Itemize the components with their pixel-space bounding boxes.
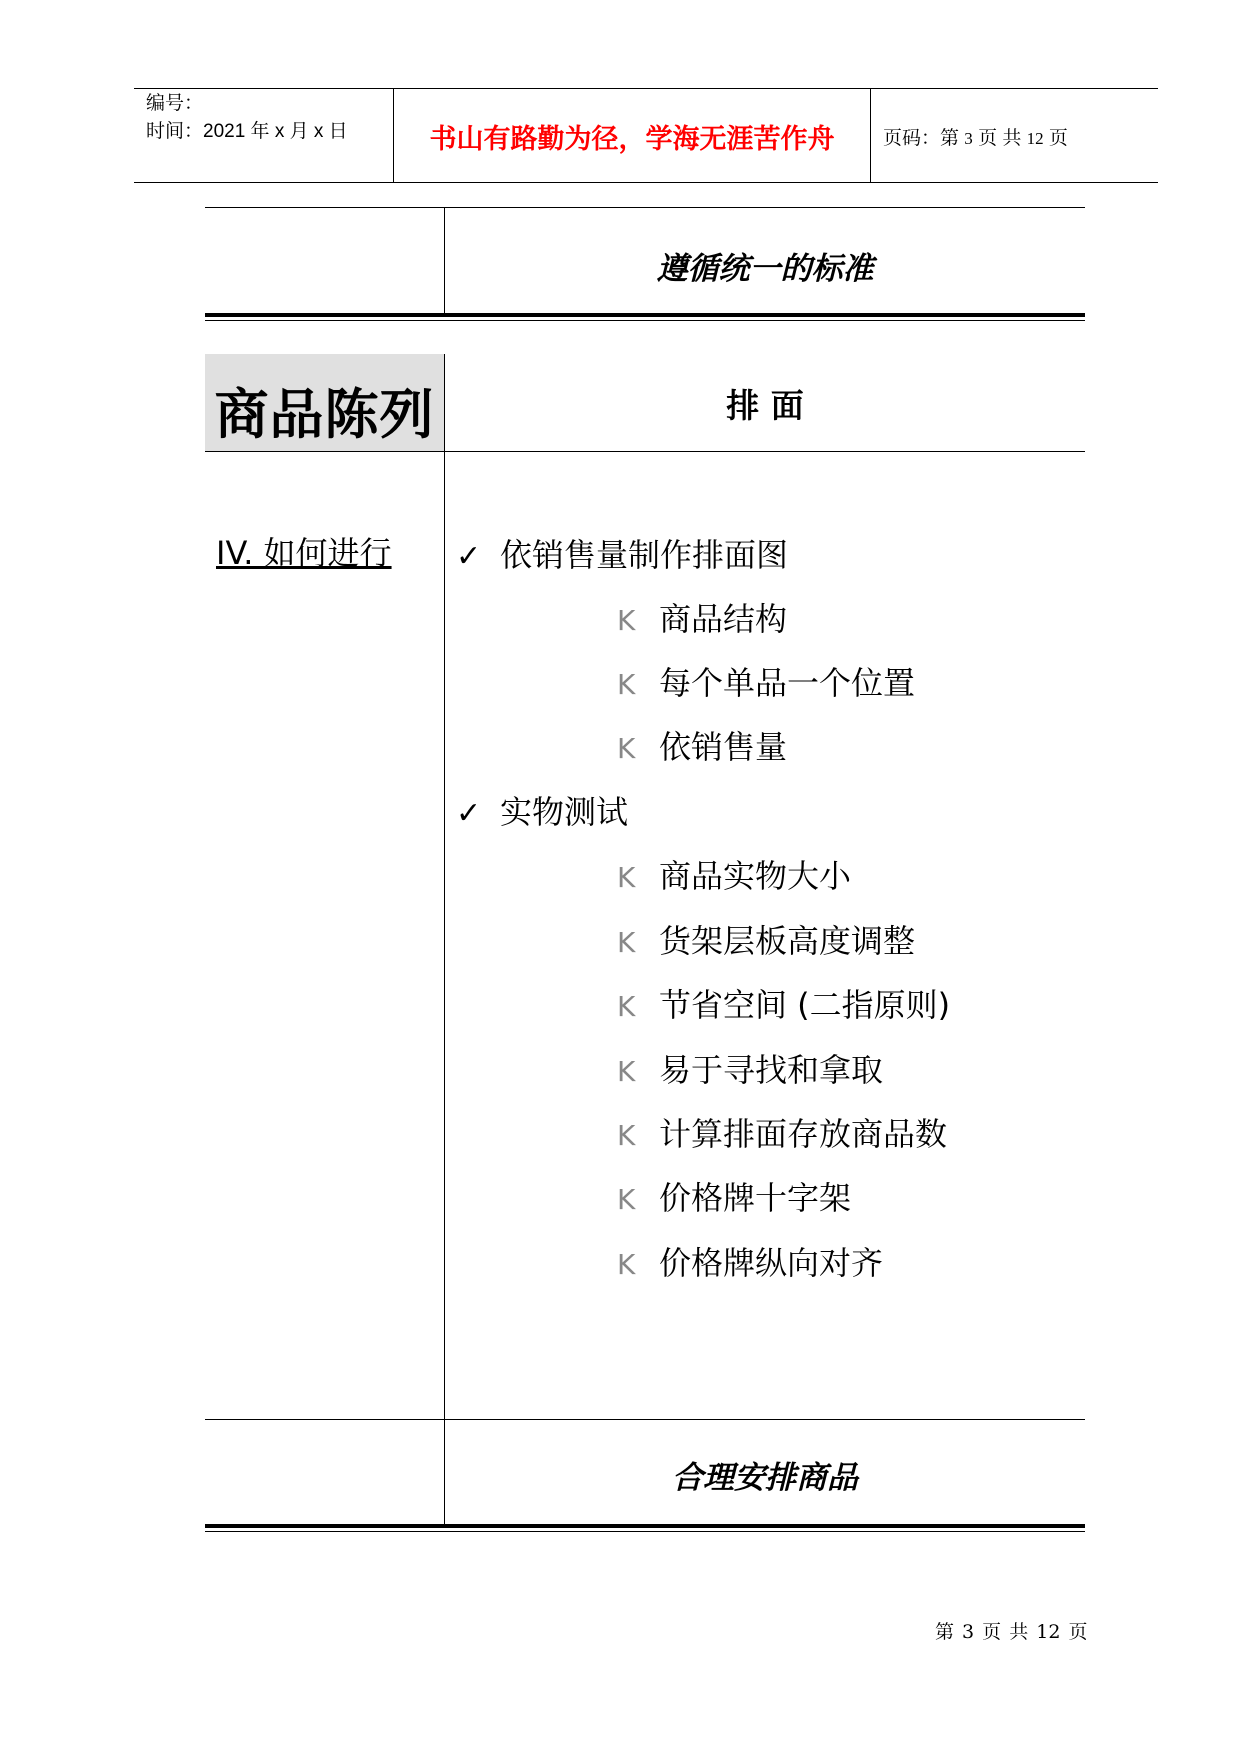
list-item-level2	[617, 1045, 883, 1091]
document-number-label: 编号：	[146, 93, 204, 114]
list-item-level2	[617, 594, 787, 640]
page-current: 3	[964, 129, 973, 148]
header-page-cell	[871, 89, 1158, 182]
bullet-k-icon: K	[617, 1055, 636, 1088]
list-item-text: 依销售量制作排面图	[500, 536, 789, 574]
list-item-text: 计算排面存放商品数	[659, 1115, 948, 1153]
list-item-text: 商品结构	[659, 600, 788, 638]
slide2-bottom-rule-thin	[205, 1531, 1085, 1532]
bullet-k-icon: K	[617, 926, 636, 959]
list-item-text: 价格牌纵向对齐	[659, 1244, 884, 1282]
bullet-k-icon: K	[617, 732, 636, 765]
list-item-text: 货架层板高度调整	[659, 922, 916, 960]
slide2-title-box	[205, 354, 444, 451]
checkmark-icon: ✓	[456, 796, 482, 831]
list-item-level1	[456, 530, 788, 576]
page-suffix: 页	[1048, 128, 1068, 149]
header-page-number	[883, 123, 1068, 150]
slide2-title-rule	[205, 451, 1085, 452]
slide2-tagline: 合理安排商品	[672, 1460, 858, 1496]
slide2-title: 商品陈列	[214, 382, 435, 446]
slide1-bottom-rule-thick	[205, 313, 1085, 317]
list-item-level2	[617, 1109, 947, 1155]
list-item-text: 每个单品一个位置	[659, 664, 916, 702]
bullet-k-icon: K	[617, 1248, 636, 1281]
bullet-k-icon: K	[617, 1183, 636, 1216]
list-item-level2	[617, 980, 950, 1026]
list-item-text: 商品实物大小	[659, 857, 852, 895]
slide1-bottom-rule-thin	[205, 320, 1085, 321]
list-item-level2	[617, 658, 915, 704]
list-item-level2	[617, 916, 915, 962]
slide2-subtitle: 排 面	[726, 386, 804, 425]
list-item-text: 依销售量	[659, 728, 788, 766]
list-item-text: 节省空间 (二指原则)	[659, 986, 951, 1024]
bullet-k-icon: K	[617, 668, 636, 701]
list-item-level2	[617, 722, 787, 768]
page-prefix: 页码：第	[883, 128, 960, 149]
header-motto: 书山有路勤为径，学海无涯苦作舟	[429, 124, 835, 155]
slide2-bottom-rule-thick	[205, 1524, 1085, 1528]
list-item-text: 实物测试	[500, 793, 629, 831]
bullet-k-icon: K	[617, 604, 636, 637]
checkmark-icon: ✓	[456, 539, 482, 574]
page-mid: 页 共	[978, 128, 1022, 149]
section-heading: IV. 如何进行	[216, 534, 392, 572]
header-meta-cell	[134, 89, 394, 182]
list-item-level2	[617, 1238, 883, 1284]
bullet-k-icon: K	[617, 990, 636, 1023]
document-header	[134, 88, 1158, 183]
header-motto-cell	[394, 89, 871, 182]
document-time-label: 时间：2021 年 x 月 x 日	[146, 121, 348, 142]
page-footer-number: 第 3 页 共 12 页	[935, 1621, 1088, 1643]
bullet-k-icon: K	[617, 861, 636, 894]
list-item-text: 易于寻找和拿取	[659, 1051, 884, 1089]
list-item-level1	[456, 787, 628, 833]
list-item-text: 价格牌十字架	[659, 1179, 852, 1217]
page-total: 12	[1026, 129, 1044, 148]
slide2-divider	[444, 354, 445, 1526]
slide1-tagline: 遵循统一的标准	[656, 251, 874, 287]
slide1-top-rule	[205, 207, 1085, 208]
list-item-level2	[617, 1173, 851, 1219]
slide2-footer-top-rule	[205, 1419, 1085, 1420]
bullet-k-icon: K	[617, 1119, 636, 1152]
list-item-level2	[617, 851, 851, 897]
